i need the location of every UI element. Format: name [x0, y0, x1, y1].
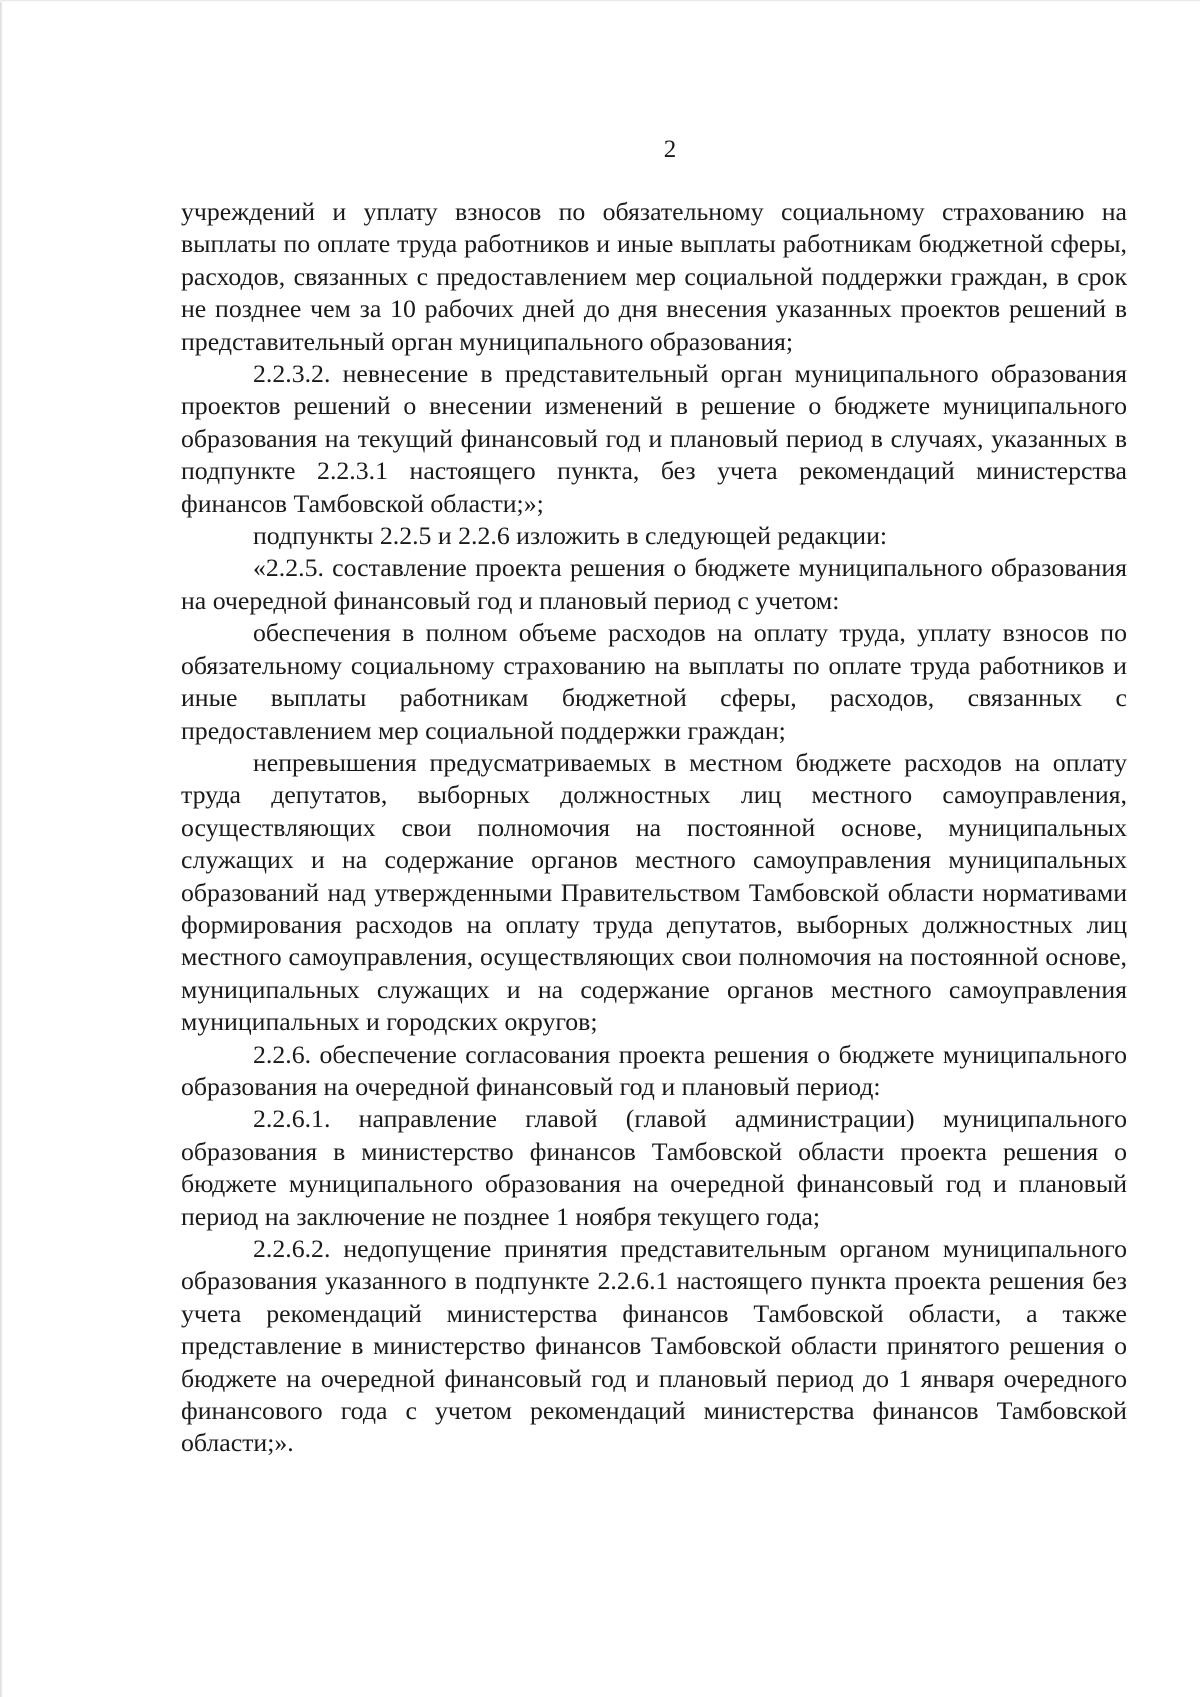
document-body: [181, 196, 1127, 1460]
paragraph-2-2-5-item-1: обеспечения в полном объеме расходов на оплату труда, уплату взносов по обязательному социальному страхованию на выплаты по оплате труда работников и иные выплаты работникам бюджетной сферы, расходов, связанных с предоставлением мер социальной поддержки граждан;: [181, 618, 1127, 745]
paragraph-2-2-6: 2.2.6. обеспечение согласования проекта решения о бюджете муниципального образования на очередной финансовый год и плановый период:: [181, 1039, 1127, 1101]
paragraph-continuation: учреждений и уплату взносов по обязательному социальному страхованию на выплаты по оплате труда работников и иные выплаты работникам бюджетной сферы, расходов, связанных с предоставлением мер социальной поддержки граждан, в срок не позднее чем за 10 рабочих дней до дня внесения указанных проектов решений в представительный орган муниципального образования;: [181, 197, 1127, 356]
paragraph-2-2-3-2: 2.2.3.2. невнесение в представительный орган муниципального образования проектов решений о внесении изменений в решение о бюджете муниципального образования на текущий финансовый год и плановый период в случаях, указанных в подпункте 2.2.3.1 настоящего пункта, без учета рекомендаций министерства финансов Тамбовской области;»;: [181, 359, 1127, 518]
paragraph-amendment-intro: подпункты 2.2.5 и 2.2.6 изложить в следующей редакции:: [253, 521, 888, 551]
paragraph-2-2-5-item-2: непревышения предусматриваемых в местном бюджете расходов на оплату труда депутатов, выборных должностных лиц местного самоуправления, осуществляющих свои полномочия на постоянной основе, муниципальных служащих и на содержание органов местного самоуправления муниципальных образований над утвержденными Правительством Тамбовской области нормативами формирования расходов на оплату труда депутатов, выборных должностных лиц местного самоуправления, осуществляющих свои полномочия на постоянной основе, муниципальных служащих и на содержание органов местного самоуправления муниципальных и городских округов;: [181, 747, 1127, 1037]
paragraph-2-2-5: «2.2.5. составление проекта решения о бюджете муниципального образования на очередной финансовый год и плановый период с учетом:: [181, 553, 1127, 615]
scan-edge-top: [0, 0, 1200, 2]
scan-edge-left: [0, 0, 3, 1697]
page-number: 2: [663, 136, 677, 163]
paragraph-2-2-6-1: 2.2.6.1. направление главой (главой администрации) муниципального образования в министерство финансов Тамбовской области проекта решения о бюджете муниципального образования на очередной финансовый год и плановый период на заключение не позднее 1 ноября текущего года;: [181, 1104, 1127, 1231]
paragraph-2-2-6-2: 2.2.6.2. недопущение принятия представительным органом муниципального образования указанного в подпункте 2.2.6.1 настоящего пункта проекта решения без учета рекомендаций министерства финансов Тамбовской области, а также представление в министерство финансов Тамбовской области принятого решения о бюджете на очередной финансовый год и плановый период до 1 января очередного финансового года с учетом рекомендаций министерства финансов Тамбовской области;».: [181, 1234, 1127, 1458]
